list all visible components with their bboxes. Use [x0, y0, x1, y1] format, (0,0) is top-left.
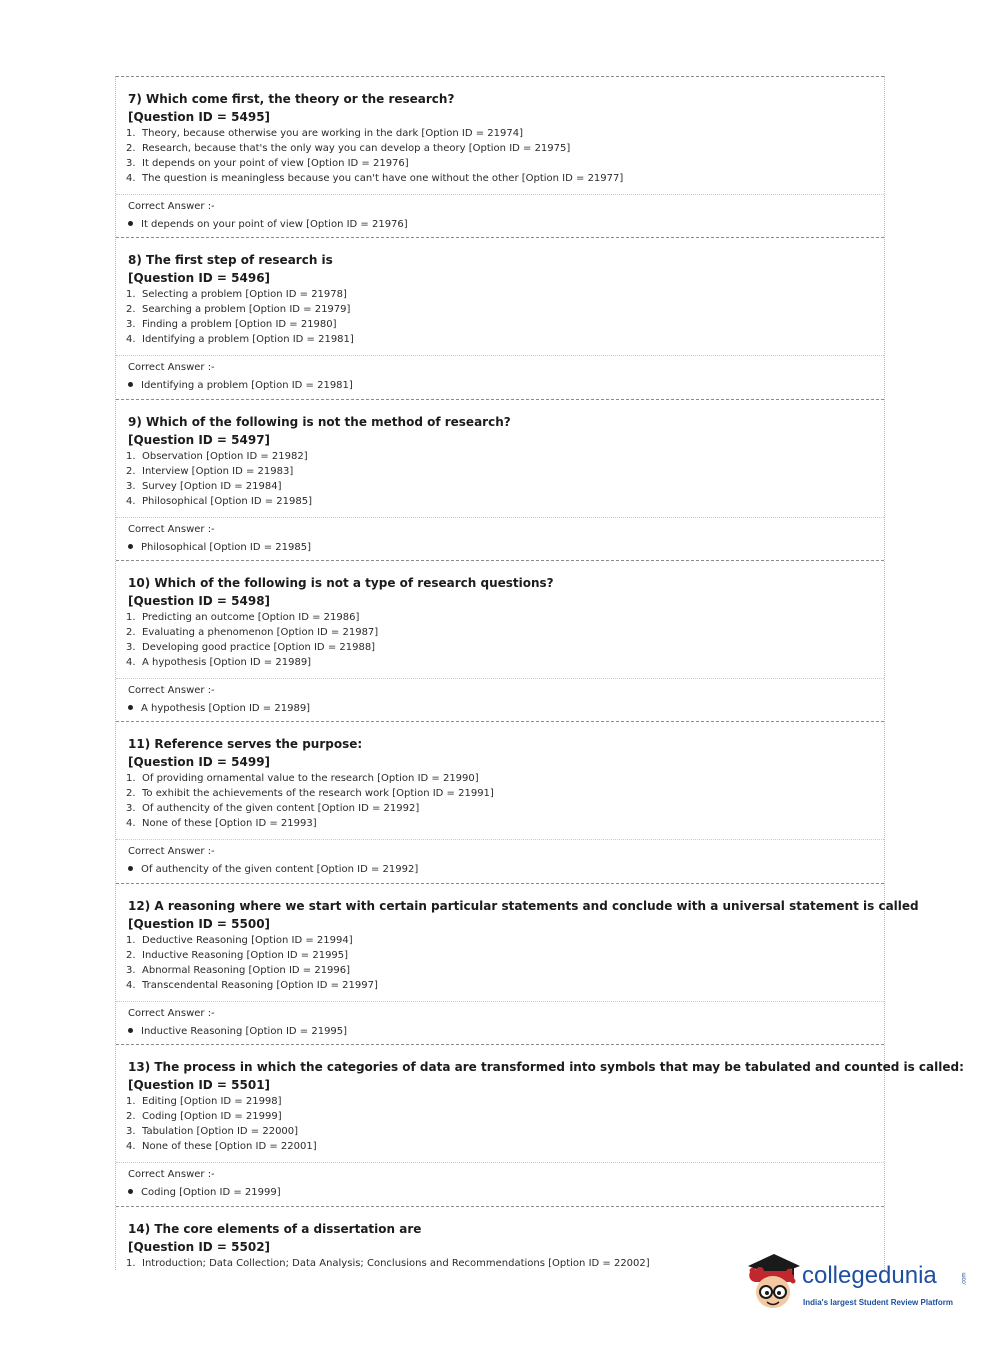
- question-title: 9) Which of the following is not the method of research?: [128, 415, 511, 429]
- question-title: 10) Which of the following is not a type of research questions?: [128, 576, 554, 590]
- bullet-icon: [128, 1028, 133, 1033]
- brand-name: collegedunia: [802, 1262, 937, 1289]
- option-item: 4. Identifying a problem [Option ID = 21981]: [126, 334, 354, 345]
- question-block: [116, 721, 884, 882]
- option-text: None of these [Option ID = 21993]: [142, 818, 317, 829]
- option-item: 4. Philosophical [Option ID = 21985]: [126, 496, 312, 507]
- correct-answer: [128, 542, 311, 553]
- option-item: 4. The question is meaningless because you can't have one without the other [Option ID = 21977]: [126, 173, 624, 184]
- answer-divider: [116, 839, 884, 840]
- option-item: 1. Selecting a problem [Option ID = 21978]: [126, 289, 347, 300]
- question-id: [Question ID = 5499]: [128, 755, 271, 769]
- option-item: 1. Observation [Option ID = 21982]: [126, 451, 308, 462]
- option-item: 1. Deductive Reasoning [Option ID = 21994]: [126, 935, 353, 946]
- option-text: Transcendental Reasoning [Option ID = 21997]: [142, 980, 378, 991]
- brand-suffix: .com: [961, 1272, 968, 1286]
- answer-divider: [116, 1162, 884, 1163]
- question-block: [116, 883, 919, 1044]
- option-item: 2. Searching a problem [Option ID = 21979]: [126, 304, 351, 315]
- option-text: Interview [Option ID = 21983]: [142, 466, 294, 477]
- option-text: Predicting an outcome [Option ID = 21986]: [142, 612, 360, 623]
- correct-answer-text: A hypothesis [Option ID = 21989]: [141, 703, 311, 714]
- option-text: Deductive Reasoning [Option ID = 21994]: [142, 935, 353, 946]
- option-item: 2. Inductive Reasoning [Option ID = 21995]: [126, 950, 349, 961]
- correct-answer: [128, 219, 408, 230]
- bullet-icon: [128, 866, 133, 871]
- option-item: 2. Coding [Option ID = 21999]: [126, 1111, 282, 1122]
- option-item: 3. Developing good practice [Option ID = 21988]: [126, 642, 376, 653]
- option-item: 2. To exhibit the achievements of the research work [Option ID = 21991]: [126, 788, 494, 799]
- question-title: 14) The core elements of a dissertation are: [128, 1222, 422, 1236]
- option-item: 3. Tabulation [Option ID = 22000]: [126, 1126, 299, 1137]
- option-item: 3. Finding a problem [Option ID = 21980]: [126, 319, 337, 330]
- correct-answer: [128, 1187, 281, 1198]
- option-text: Philosophical [Option ID = 21985]: [142, 496, 312, 507]
- option-item: 4. Transcendental Reasoning [Option ID = 21997]: [126, 980, 378, 991]
- correct-answer: [128, 380, 353, 391]
- bullet-icon: [128, 1189, 133, 1194]
- option-text: Theory, because otherwise you are working in the dark [Option ID = 21974]: [142, 128, 523, 139]
- correct-answer-label: Correct Answer :-: [128, 685, 215, 696]
- question-block: [116, 399, 884, 560]
- option-text: To exhibit the achievements of the research work [Option ID = 21991]: [142, 788, 494, 799]
- option-text: Of authencity of the given content [Option ID = 21992]: [142, 803, 420, 814]
- option-text: A hypothesis [Option ID = 21989]: [142, 657, 312, 668]
- answer-divider: [116, 355, 884, 356]
- option-text: Finding a problem [Option ID = 21980]: [142, 319, 337, 330]
- option-item: 3. Of authencity of the given content [Option ID = 21992]: [126, 803, 420, 814]
- option-text: Identifying a problem [Option ID = 21981]: [142, 334, 354, 345]
- correct-answer-label: Correct Answer :-: [128, 846, 215, 857]
- option-item: 4. None of these [Option ID = 21993]: [126, 818, 317, 829]
- option-text: Evaluating a phenomenon [Option ID = 21987]: [142, 627, 379, 638]
- correct-answer: [128, 1026, 347, 1037]
- bullet-icon: [128, 544, 133, 549]
- correct-answer-label: Correct Answer :-: [128, 524, 215, 535]
- option-text: Developing good practice [Option ID = 21988]: [142, 642, 376, 653]
- option-text: The question is meaningless because you can't have one without the other [Option ID = 21977]: [142, 173, 624, 184]
- option-item: 1. Introduction; Data Collection; Data Analysis; Conclusions and Recommendations [Option ID = 22002]: [126, 1258, 650, 1269]
- option-text: Editing [Option ID = 21998]: [142, 1096, 282, 1107]
- option-text: Survey [Option ID = 21984]: [142, 481, 282, 492]
- question-title: 11) Reference serves the purpose:: [128, 737, 363, 751]
- option-text: Searching a problem [Option ID = 21979]: [142, 304, 351, 315]
- question-title: 12) A reasoning where we start with certain particular statements and conclude with a universal statement is called: [128, 899, 919, 913]
- option-text: It depends on your point of view [Option ID = 21976]: [142, 158, 409, 169]
- option-text: None of these [Option ID = 22001]: [142, 1141, 317, 1152]
- option-text: Research, because that's the only way you can develop a theory [Option ID = 21975]: [142, 143, 571, 154]
- option-text: Inductive Reasoning [Option ID = 21995]: [142, 950, 349, 961]
- question-block: [116, 1044, 964, 1205]
- correct-answer-label: Correct Answer :-: [128, 362, 215, 373]
- answer-divider: [116, 678, 884, 679]
- question-paper: [115, 76, 964, 1270]
- option-item: 1. Predicting an outcome [Option ID = 21986]: [126, 612, 360, 623]
- correct-answer: [128, 864, 418, 875]
- question-id: [Question ID = 5502]: [128, 1240, 271, 1254]
- option-item: 2. Research, because that's the only way you can develop a theory [Option ID = 21975]: [126, 143, 571, 154]
- correct-answer-label: Correct Answer :-: [128, 201, 215, 212]
- correct-answer-text: Coding [Option ID = 21999]: [141, 1187, 281, 1198]
- collegedunia-logo: [742, 1248, 972, 1318]
- question-id: [Question ID = 5501]: [128, 1078, 271, 1092]
- option-item: 1. Theory, because otherwise you are working in the dark [Option ID = 21974]: [126, 128, 523, 139]
- correct-answer-label: Correct Answer :-: [128, 1008, 215, 1019]
- question-id: [Question ID = 5498]: [128, 594, 271, 608]
- correct-answer-text: Inductive Reasoning [Option ID = 21995]: [141, 1026, 348, 1037]
- bullet-icon: [128, 382, 133, 387]
- option-text: Introduction; Data Collection; Data Analysis; Conclusions and Recommendations [Option ID = 22002]: [142, 1258, 650, 1269]
- option-item: 3. Survey [Option ID = 21984]: [126, 481, 282, 492]
- question-title: 13) The process in which the categories of data are transformed into symbols that may be tabulated and counted is called:: [128, 1060, 964, 1074]
- option-item: 2. Evaluating a phenomenon [Option ID = 21987]: [126, 627, 379, 638]
- question-block: [116, 560, 884, 721]
- option-text: Observation [Option ID = 21982]: [142, 451, 308, 462]
- answer-divider: [116, 517, 884, 518]
- option-text: Coding [Option ID = 21999]: [142, 1111, 282, 1122]
- option-item: 1. Editing [Option ID = 21998]: [126, 1096, 282, 1107]
- mascot-icon: [742, 1248, 804, 1314]
- option-item: 3. Abnormal Reasoning [Option ID = 21996]: [126, 965, 351, 976]
- question-block: [116, 76, 884, 237]
- question-id: [Question ID = 5496]: [128, 271, 271, 285]
- correct-answer-text: Philosophical [Option ID = 21985]: [141, 542, 311, 553]
- option-text: Of providing ornamental value to the research [Option ID = 21990]: [142, 773, 479, 784]
- option-item: 1. Of providing ornamental value to the research [Option ID = 21990]: [126, 773, 479, 784]
- correct-answer-text: Of authencity of the given content [Option ID = 21992]: [141, 864, 419, 875]
- option-item: 2. Interview [Option ID = 21983]: [126, 466, 294, 477]
- bullet-icon: [128, 705, 133, 710]
- brand-tagline: India's largest Student Review Platform: [803, 1298, 953, 1307]
- option-text: Selecting a problem [Option ID = 21978]: [142, 289, 347, 300]
- bullet-icon: [128, 221, 133, 226]
- correct-answer-text: It depends on your point of view [Option ID = 21976]: [141, 219, 408, 230]
- correct-answer-label: Correct Answer :-: [128, 1169, 215, 1180]
- answer-divider: [116, 1001, 884, 1002]
- question-title: 7) Which come first, the theory or the research?: [128, 92, 455, 106]
- option-text: Abnormal Reasoning [Option ID = 21996]: [142, 965, 351, 976]
- option-item: 4. None of these [Option ID = 22001]: [126, 1141, 317, 1152]
- question-id: [Question ID = 5495]: [128, 110, 271, 124]
- option-item: 4. A hypothesis [Option ID = 21989]: [126, 657, 312, 668]
- answer-divider: [116, 194, 884, 195]
- question-id: [Question ID = 5497]: [128, 433, 271, 447]
- correct-answer-text: Identifying a problem [Option ID = 21981]: [141, 380, 353, 391]
- correct-answer: [128, 703, 310, 714]
- option-text: Tabulation [Option ID = 22000]: [142, 1126, 299, 1137]
- question-block: [116, 237, 884, 398]
- question-id: [Question ID = 5500]: [128, 917, 271, 931]
- question-title: 8) The first step of research is: [128, 253, 333, 267]
- option-item: 3. It depends on your point of view [Option ID = 21976]: [126, 158, 409, 169]
